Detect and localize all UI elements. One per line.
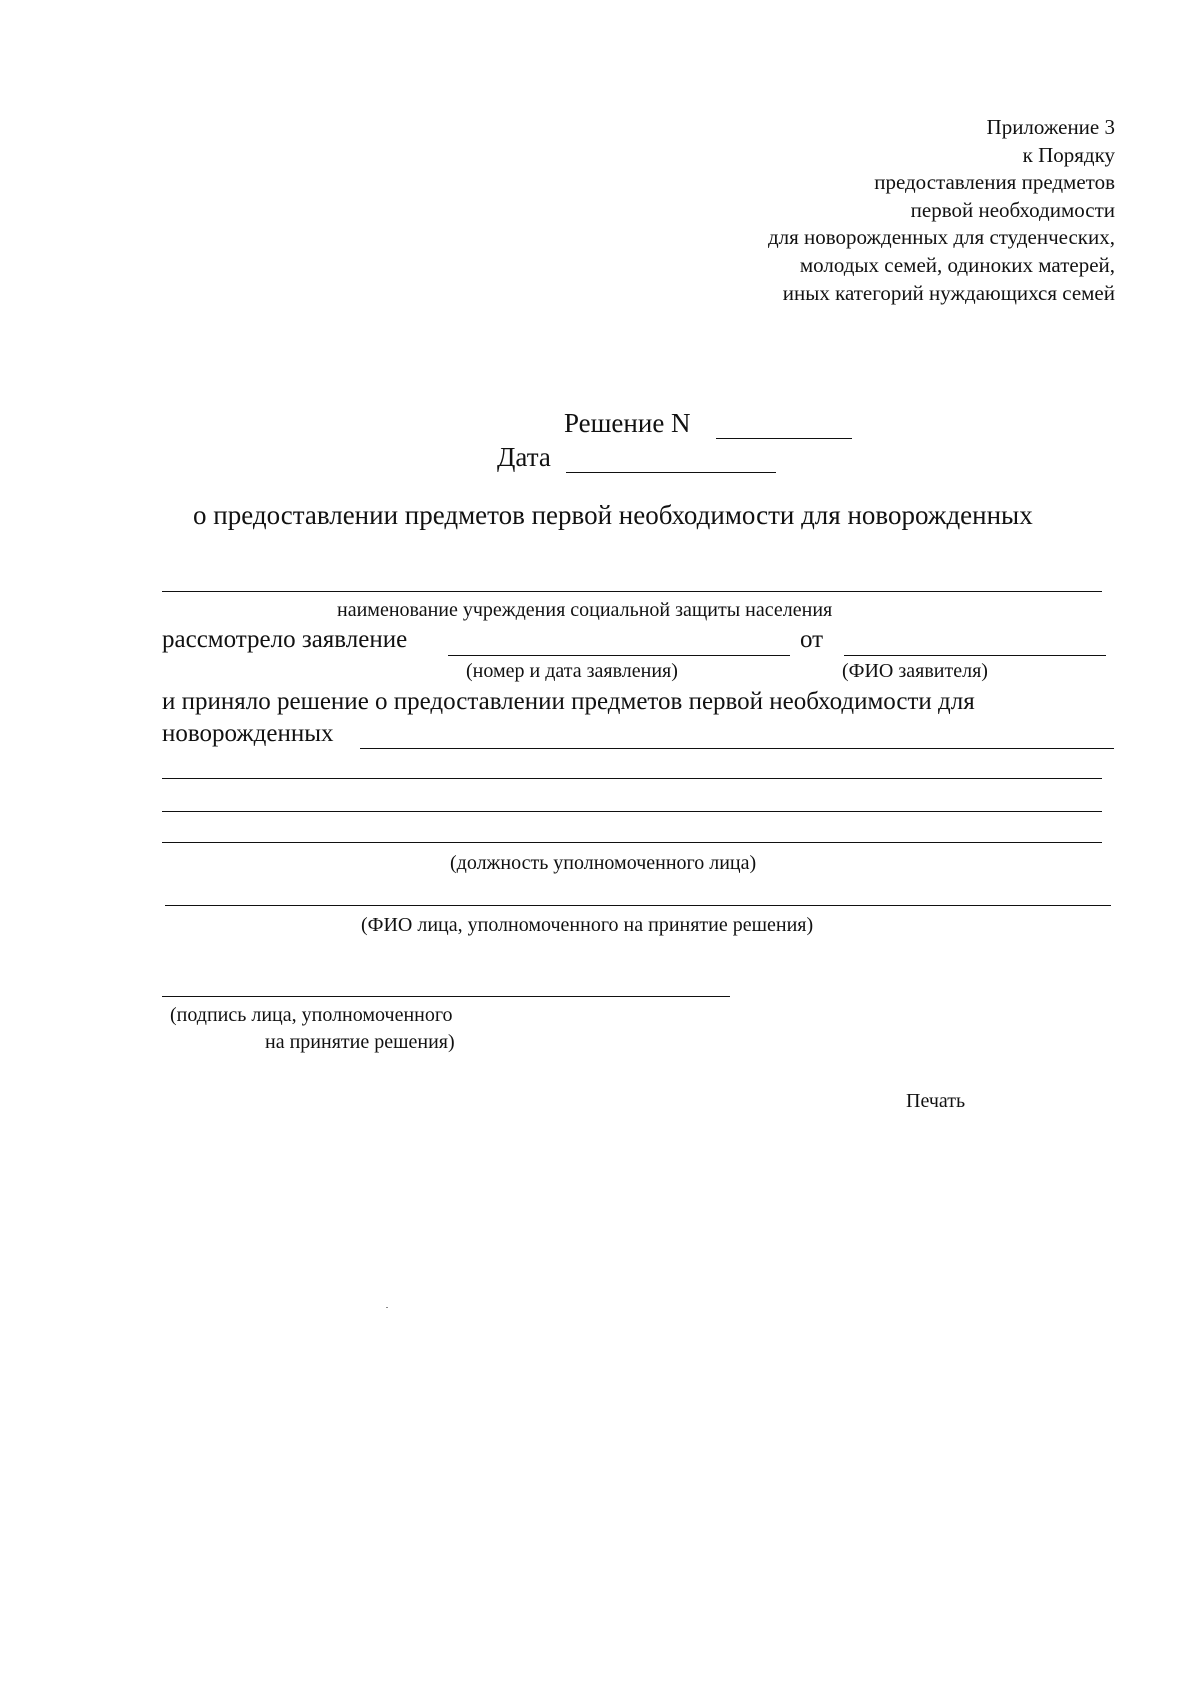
- official-name-field[interactable]: [165, 905, 1111, 906]
- date-field[interactable]: [566, 472, 776, 473]
- applicant-caption: (ФИО заявителя): [842, 660, 988, 682]
- decision-subject: о предоставлении предметов первой необходимости для новорожденных: [193, 500, 1033, 530]
- institution-caption: наименование учреждения социальной защиты населения: [337, 599, 833, 621]
- decision-detail-field[interactable]: [360, 748, 1114, 749]
- appendix-line: Приложение 3: [986, 115, 1115, 139]
- scan-speck: [386, 1307, 388, 1308]
- position-caption: (должность уполномоченного лица): [450, 852, 757, 874]
- decision-text-line2: новорожденных: [162, 720, 334, 747]
- applicant-field[interactable]: [844, 655, 1106, 656]
- appendix-line: первой необходимости: [910, 197, 1115, 222]
- decision-detail-field[interactable]: [162, 811, 1102, 812]
- signature-caption-line1: (подпись лица, уполномоченного: [170, 1004, 453, 1026]
- institution-field[interactable]: [162, 591, 1102, 592]
- appendix-block: [768, 114, 1115, 307]
- position-field[interactable]: [162, 842, 1102, 843]
- appendix-line: молодых семей, одиноких матерей,: [799, 252, 1115, 277]
- official-name-caption: (ФИО лица, уполномоченного на принятие решения): [361, 914, 814, 936]
- signature-field[interactable]: [162, 996, 730, 997]
- date-label: Дата: [497, 442, 551, 472]
- appendix-line: к Порядку: [1022, 142, 1115, 167]
- signature-caption-line2: на принятие решения): [265, 1031, 455, 1053]
- decision-number-field[interactable]: [716, 438, 852, 439]
- decision-detail-field[interactable]: [162, 778, 1102, 779]
- application-field[interactable]: [448, 655, 790, 656]
- appendix-line: для новорожденных для студенческих,: [767, 225, 1115, 250]
- appendix-line: предоставления предметов: [874, 170, 1115, 195]
- decision-number-label: Решение N: [564, 408, 691, 438]
- appendix-line: иных категорий нуждающихся семей: [782, 280, 1115, 305]
- decision-text-line1: и приняло решение о предоставлении предметов первой необходимости для: [162, 688, 975, 715]
- from-label: от: [800, 626, 824, 653]
- reviewed-label: рассмотрело заявление: [162, 626, 408, 653]
- application-caption: (номер и дата заявления): [466, 660, 678, 682]
- stamp-label: Печать: [906, 1090, 966, 1112]
